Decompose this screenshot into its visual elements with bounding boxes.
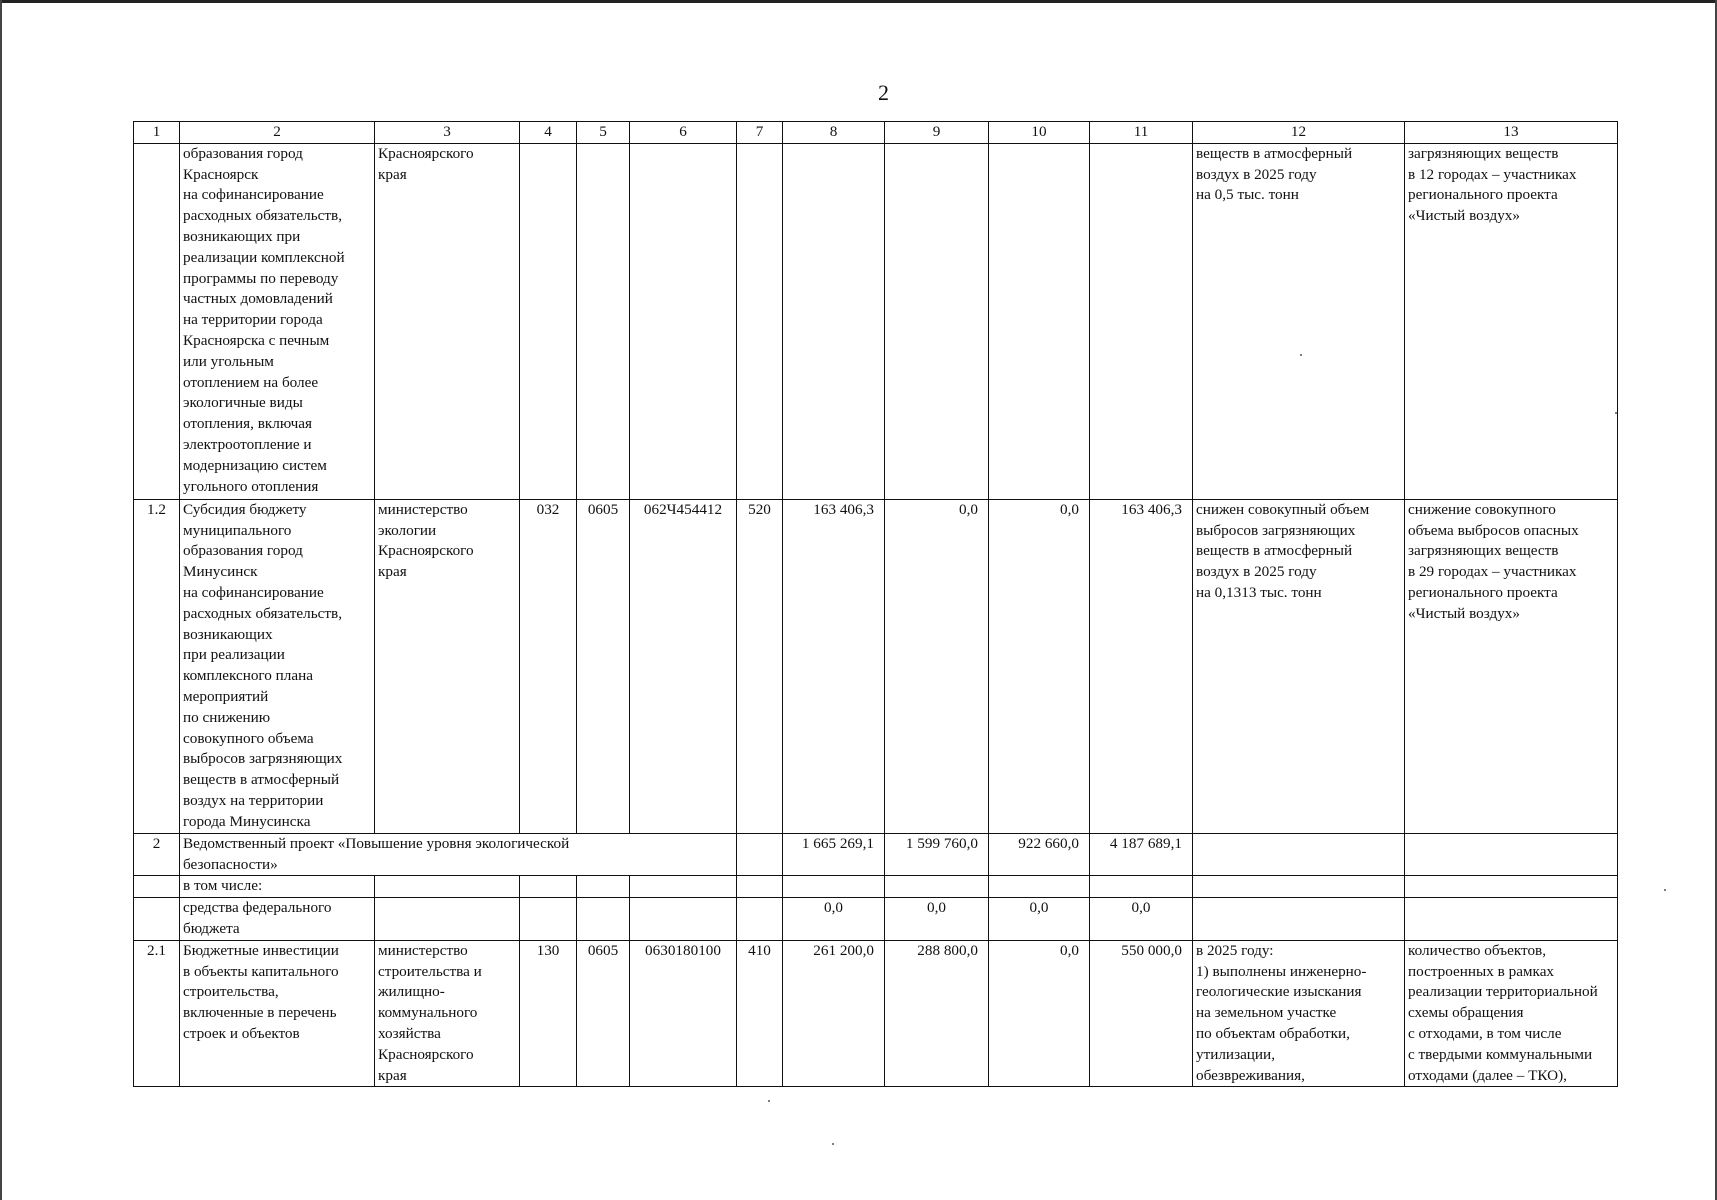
expense-type: 410	[737, 940, 783, 1087]
table-row	[134, 499, 1618, 833]
expected-result	[1193, 898, 1405, 941]
amount-2027: 0,0	[989, 499, 1090, 833]
amount-total: 550 000,0	[1090, 940, 1193, 1087]
expected-result: веществ в атмосферный воздух в 2025 году на 0,5 тыс. тонн	[1193, 143, 1405, 499]
row-number: 2.1	[134, 940, 180, 1087]
col-header-13: 13	[1405, 122, 1618, 144]
scan-speck	[1300, 354, 1302, 356]
amount-2027	[989, 143, 1090, 499]
scan-speck	[768, 1100, 770, 1102]
col-header-6: 6	[630, 122, 737, 144]
amount-total: 163 406,3	[1090, 499, 1193, 833]
scan-speck	[832, 1143, 834, 1145]
target-code	[630, 876, 737, 898]
amount-2026: 0,0	[885, 499, 989, 833]
measure-name: средства федерального бюджета	[180, 898, 375, 941]
section-code	[577, 898, 630, 941]
amount-total: 0,0	[1090, 898, 1193, 941]
measure-name: образования город Красноярск на софинансирование расходных обязательств, возникающих при реализации комплексной программы по переводу частных домовладений на территории города Красноярска с печным или угольным отоплением на более экологичные виды отопления, включая электроотопление и модернизацию систем угольного отопления	[180, 143, 375, 499]
budget-table	[133, 121, 1618, 1087]
col-header-3: 3	[375, 122, 520, 144]
amount-2025	[783, 143, 885, 499]
expected-result	[1193, 833, 1405, 876]
row-number	[134, 876, 180, 898]
col-header-1: 1	[134, 122, 180, 144]
measure-name: Бюджетные инвестиции в объекты капитального строительства, включенные в перечень строек и объектов	[180, 940, 375, 1087]
expected-result	[1193, 876, 1405, 898]
amount-2025: 0,0	[783, 898, 885, 941]
amount-2026: 0,0	[885, 898, 989, 941]
grbs-code	[520, 876, 577, 898]
col-header-8: 8	[783, 122, 885, 144]
responsible-body	[375, 876, 520, 898]
amount-2027: 0,0	[989, 898, 1090, 941]
amount-2025: 163 406,3	[783, 499, 885, 833]
table-row	[134, 833, 1618, 876]
expected-result: в 2025 году: 1) выполнены инженерно- геологические изыскания на земельном участке по объектам обработки, утилизации, обезвреживания,	[1193, 940, 1405, 1087]
measure-name: в том числе:	[180, 876, 375, 898]
page-number: 2	[878, 80, 889, 105]
col-header-9: 9	[885, 122, 989, 144]
indicator	[1405, 833, 1618, 876]
responsible-body: Красноярского края	[375, 143, 520, 499]
indicator: снижение совокупного объема выбросов опасных загрязняющих веществ в 29 городах – участниках регионального проекта «Чистый воздух»	[1405, 499, 1618, 833]
target-code	[630, 143, 737, 499]
amount-2027: 922 660,0	[989, 833, 1090, 876]
expense-type: 520	[737, 499, 783, 833]
amount-total	[1090, 876, 1193, 898]
col-header-5: 5	[577, 122, 630, 144]
page-left-edge	[0, 0, 2, 1200]
indicator: загрязняющих веществ в 12 городах – участниках регионального проекта «Чистый воздух»	[1405, 143, 1618, 499]
scan-speck	[1664, 889, 1666, 891]
scan-speck	[1615, 412, 1617, 414]
expense-type	[737, 143, 783, 499]
target-code: 062Ч454412	[630, 499, 737, 833]
col-header-11: 11	[1090, 122, 1193, 144]
row-number	[134, 898, 180, 941]
measure-name: Субсидия бюджету муниципального образования город Минусинск на софинансирование расходных обязательств, возникающих при реализации комплексного плана мероприятий по снижению совокупного объема выбросов загрязняющих веществ в атмосферный воздух на территории города Минусинска	[180, 499, 375, 833]
table-row	[134, 898, 1618, 941]
amount-2027	[989, 876, 1090, 898]
table-row	[134, 143, 1618, 499]
expense-type	[737, 876, 783, 898]
amount-total	[1090, 143, 1193, 499]
col-header-10: 10	[989, 122, 1090, 144]
target-code	[630, 898, 737, 941]
amount-total: 4 187 689,1	[1090, 833, 1193, 876]
expense-type	[737, 898, 783, 941]
header-row	[134, 122, 1618, 144]
section-code	[577, 876, 630, 898]
table-row	[134, 940, 1618, 1087]
amount-2026	[885, 143, 989, 499]
grbs-code	[520, 143, 577, 499]
responsible-body: министерство экологии Красноярского края	[375, 499, 520, 833]
row-number	[134, 143, 180, 499]
amount-2025: 1 665 269,1	[783, 833, 885, 876]
grbs-code: 130	[520, 940, 577, 1087]
col-header-12: 12	[1193, 122, 1405, 144]
responsible-body	[375, 898, 520, 941]
row-number: 1.2	[134, 499, 180, 833]
amount-2025	[783, 876, 885, 898]
grbs-code: 032	[520, 499, 577, 833]
section-code	[577, 143, 630, 499]
grbs-code	[520, 898, 577, 941]
col-header-7: 7	[737, 122, 783, 144]
row-number: 2	[134, 833, 180, 876]
amount-2027: 0,0	[989, 940, 1090, 1087]
amount-2026	[885, 876, 989, 898]
indicator	[1405, 876, 1618, 898]
col-header-2: 2	[180, 122, 375, 144]
page-top-edge	[0, 0, 1717, 3]
responsible-body: министерство строительства и жилищно- коммунального хозяйства Красноярского края	[375, 940, 520, 1087]
target-code: 0630180100	[630, 940, 737, 1087]
indicator	[1405, 898, 1618, 941]
amount-2026: 1 599 760,0	[885, 833, 989, 876]
expected-result: снижен совокупный объем выбросов загрязняющих веществ в атмосферный воздух в 2025 году на 0,1313 тыс. тонн	[1193, 499, 1405, 833]
amount-2025: 261 200,0	[783, 940, 885, 1087]
table-row	[134, 876, 1618, 898]
expense-type	[737, 833, 783, 876]
col-header-4: 4	[520, 122, 577, 144]
section-code: 0605	[577, 940, 630, 1087]
project-name: Ведомственный проект «Повышение уровня экологической безопасности»	[180, 833, 737, 876]
indicator: количество объектов, построенных в рамках реализации территориальной схемы обращения с отходами, в том числе с твердыми коммунальными отходами (далее – ТКО),	[1405, 940, 1618, 1087]
section-code: 0605	[577, 499, 630, 833]
amount-2026: 288 800,0	[885, 940, 989, 1087]
